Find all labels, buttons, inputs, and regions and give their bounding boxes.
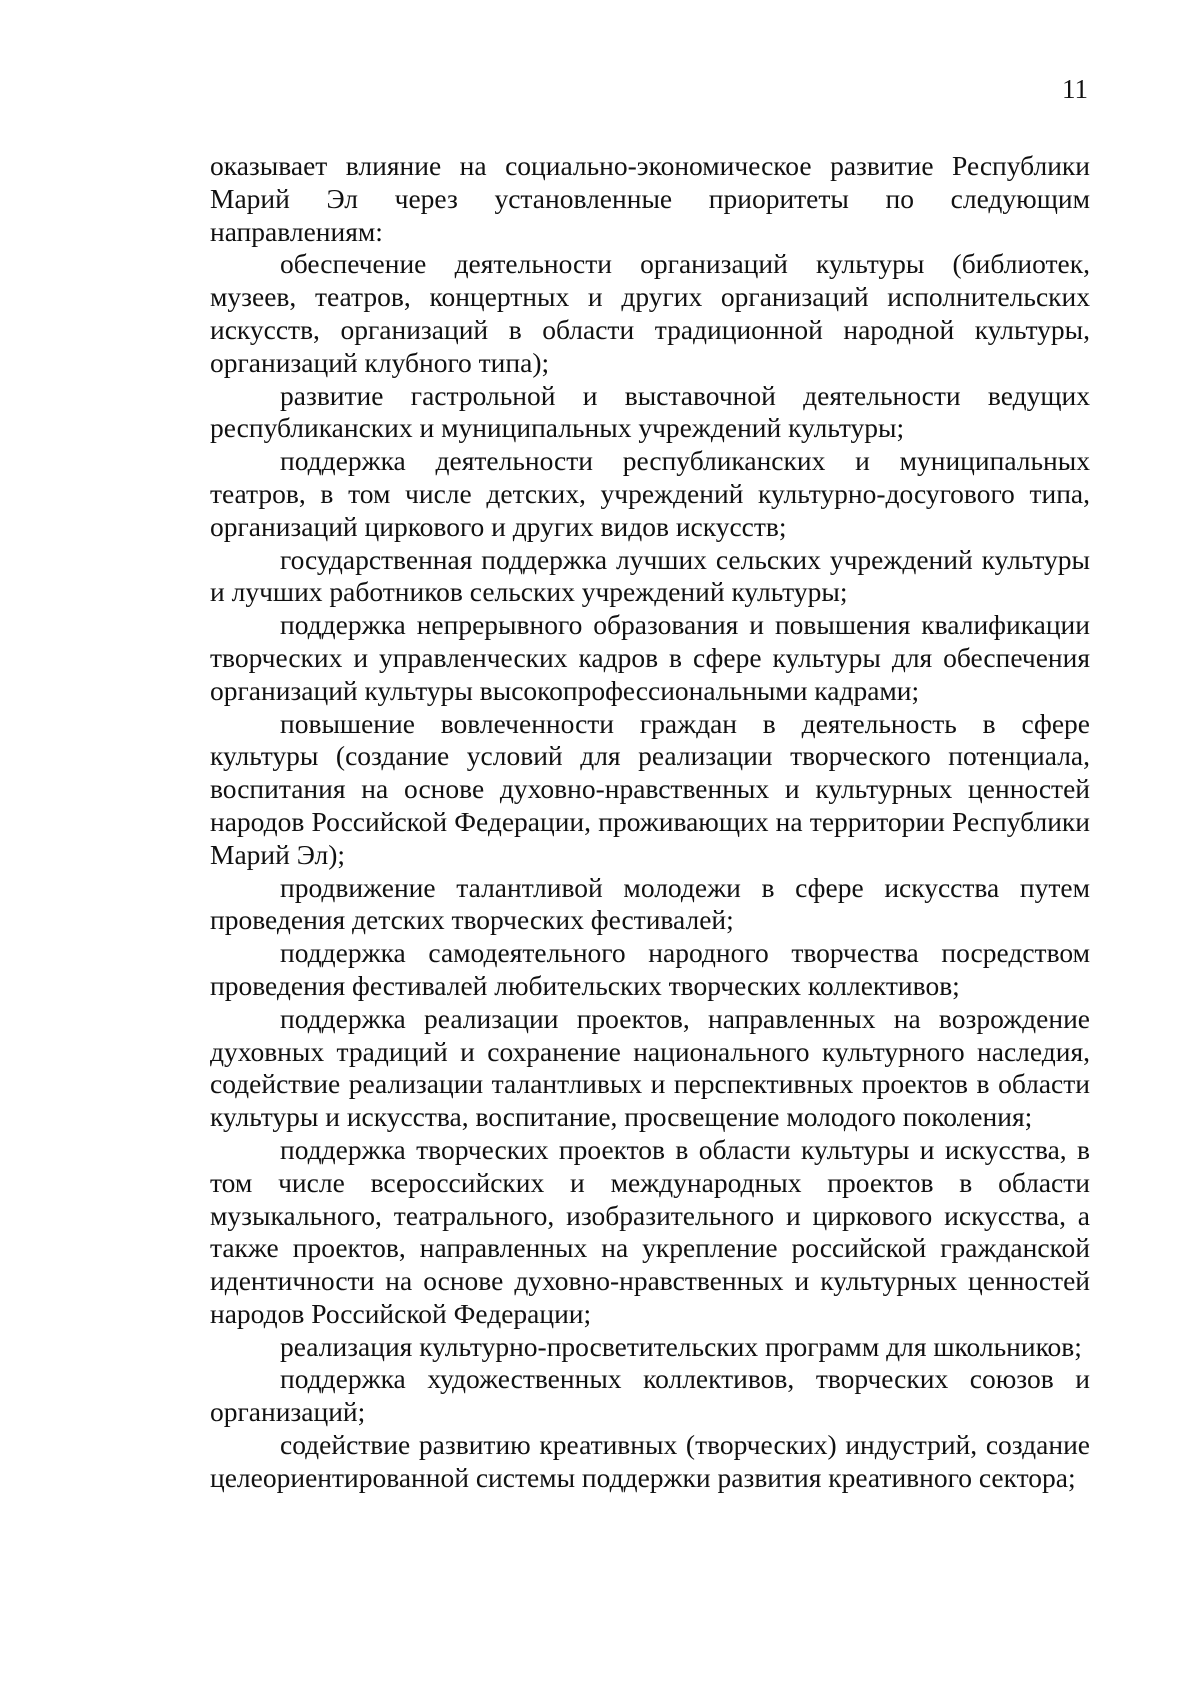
paragraph-item: реализация культурно-просветительских программ для школьников;: [280, 1330, 1082, 1362]
page-number: 11: [1062, 74, 1088, 104]
paragraph-item: поддержка художественных коллективов, творческих союзов и организаций;: [210, 1363, 1090, 1428]
paragraph-item: поддержка самодеятельного народного творчества посредством проведения фестивалей любительских творческих коллективов;: [210, 937, 1090, 1001]
paragraph-item: поддержка деятельности республиканских и муниципальных театров, в том числе детских, учреждений культурно-досугового типа, организаций циркового и других видов искусств;: [210, 445, 1090, 542]
paragraph-item: содействие развитию креативных (творческих) индустрий, создание целеориентированной системы поддержки развития креативного сектора;: [210, 1429, 1090, 1493]
paragraph-item: развитие гастрольной и выставочной деятельности ведущих республиканских и муниципальных учреждений культуры;: [210, 379, 1090, 444]
paragraph-item: поддержка реализации проектов, направленных на возрождение духовных традиций и сохранение национального культурного наследия, содействие реализации талантливых и перспективных проектов в области культуры и искусства, воспитание, просвещение молодого поколения;: [210, 1002, 1090, 1133]
paragraph-item: продвижение талантливой молодежи в сфере искусства путем проведения детских творческих фестивалей;: [210, 871, 1090, 936]
paragraph-item: поддержка творческих проектов в области культуры и искусства, в том числе всероссийских и международных проектов в области музыкального, театрального, изобразительного и циркового искусства, а также проектов, направленных на укрепление российской гражданской идентичности на основе духовно-нравственных и культурных ценностей народов Российской Федерации;: [210, 1133, 1090, 1329]
paragraph-item: поддержка непрерывного образования и повышения квалификации творческих и управленческих кадров в сфере культуры для обеспечения организаций культуры высокопрофессиональными кадрами;: [210, 609, 1090, 706]
paragraph-item: повышение вовлеченности граждан в деятельность в сфере культуры (создание условий для реализации творческого потенциала, воспитания на основе духовно-нравственных и культурных ценностей народов Российской Федерации, проживающих на территории Республики Марий Эл);: [210, 707, 1090, 870]
paragraph-item: государственная поддержка лучших сельских учреждений культуры и лучших работников сельских учреждений культуры;: [210, 543, 1090, 608]
paragraph-intro: оказывает влияние на социально-экономическое развитие Республики Марий Эл через установленные приоритеты по следующим направлениям:: [210, 150, 1090, 247]
paragraph-item: обеспечение деятельности организаций культуры (библиотек, музеев, театров, концертных и других организаций исполнительских искусств, организаций в области традиционной народной культуры, организаций клубного типа);: [210, 248, 1090, 378]
document-body: [210, 150, 1090, 1495]
